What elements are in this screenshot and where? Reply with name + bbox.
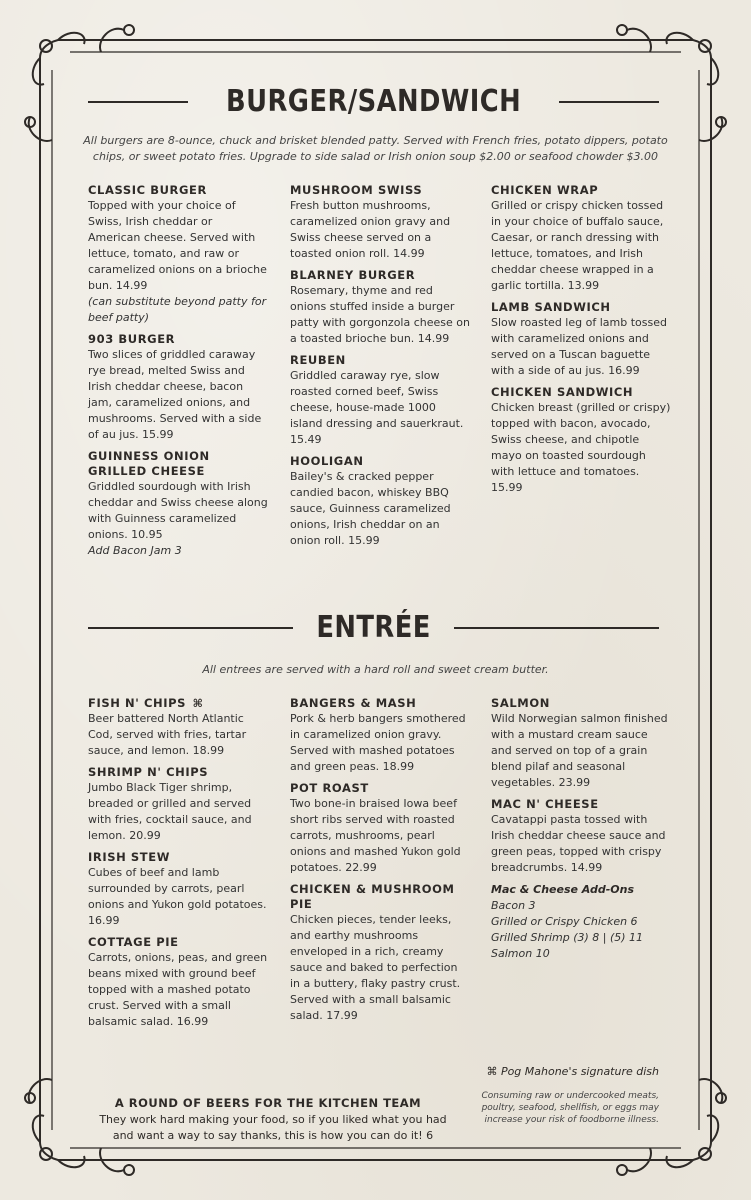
item-name: CHICKEN WRAP [491,183,599,197]
burger-intro: All burgers are 8-ounce, chuck and brisket blended patty. Served with French fries, potato dippers, potato chips, or sweet potato fries. Upgrade to side salad or Irish onion soup $2.00 or seafood chowder $3.00 [83,134,668,163]
entree-intro: All entrees are served with a hard roll and sweet cream butter. [202,663,549,676]
menu-item-pot-roast [290,781,470,876]
item-desc: Wild Norwegian salmon finished with a mustard cream sauce and served on top of a grain blend pilaf and seasonal vegetables. 23.99 [491,712,668,789]
item-desc: Cavatappi pasta tossed with Irish cheddar cheese sauce and green peas, topped with crispy breadcrumbs. 14.99 [491,813,666,874]
item-desc: Cubes of beef and lamb surrounded by carrots, pearl onions and Yukon gold potatoes. 16.99 [88,866,267,927]
item-name: IRISH STEW [88,850,170,864]
burger-column-2 [290,183,470,555]
mac-cheese-addons [491,882,671,962]
menu-item-903-burger [88,332,268,443]
addons-title: Mac & Cheese Add-Ons [491,883,635,896]
item-name: POT ROAST [290,781,369,795]
item-name: BLARNEY BURGER [290,268,416,282]
addon-item: Salmon 10 [491,947,550,960]
item-name: REUBEN [290,353,346,367]
burger-section-title: BURGER/SANDWICH [225,84,522,119]
entree-section-title: ENTRÉE [316,610,431,645]
kitchen-team-title: A ROUND OF BEERS FOR THE KITCHEN TEAM [114,1096,422,1110]
menu-item-chicken-mushroom-pie [290,882,470,1024]
item-name: SHRIMP N' CHIPS [88,765,209,779]
item-desc: Jumbo Black Tiger shrimp, breaded or grilled and served with fries, cocktail sauce, and lemon. 20.99 [88,781,252,842]
addon-item: Grilled or Crispy Chicken 6 [491,915,638,928]
item-name: BANGERS & MASH [290,696,417,710]
item-desc: Chicken breast (grilled or crispy) topped with bacon, avocado, Swiss cheese, and chipotle mayo on toasted sourdough with lettuce and tomatoes. 15.99 [491,401,671,494]
heading-rule-left [88,101,188,103]
item-desc: Fresh button mushrooms, caramelized onion gravy and Swiss cheese served on a toasted onion roll. 14.99 [290,199,451,260]
heading-rule-right [454,627,659,629]
consumer-advisory: Consuming raw or undercooked meats, poultry, seafood, shellfish, or eggs may increase your risk of foodborne illness. [481,1091,659,1125]
signature-legend [486,1065,659,1078]
item-name: GUINNESS ONION GRILLED CHEESE [88,449,210,478]
item-name: 903 BURGER [88,332,176,346]
item-desc: Beer battered North Atlantic Cod, served with fries, tartar sauce, and lemon. 18.99 [88,712,247,757]
item-desc: Two bone-in braised Iowa beef short ribs served with roasted carrots, mushrooms, pearl onions and mashed Yukon gold potatoes. 22.99 [290,797,461,874]
item-name-text: FISH N' CHIPS [88,696,187,710]
item-desc: Grilled or crispy chicken tossed in your choice of buffalo sauce, Caesar, or ranch dressing with lettuce, tomatoes, and Irish cheddar cheese wrapped in a garlic tortilla. 13.99 [491,199,664,292]
kitchen-team-text: They work hard making your food, so if you liked what you had and want a way to say thanks, this is how you can do it! 6 [99,1113,447,1142]
item-name: MAC N' CHEESE [491,797,599,811]
addon-item: Bacon 3 [491,899,536,912]
item-desc: Pork & herb bangers smothered in caramelized onion gravy. Served with mashed potatoes and green peas. 18.99 [290,712,466,773]
item-desc: Slow roasted leg of lamb tossed with caramelized onions and served on a Tuscan baguette with a side of au jus. 16.99 [491,316,667,377]
menu-item-lamb-sandwich [491,300,671,379]
menu-item-shrimp-n-chips [88,765,268,844]
menu-item-irish-stew [88,850,268,929]
item-desc: Two slices of griddled caraway rye bread, melted Swiss and Irish cheddar cheese, bacon jam, caramelized onions, and mushrooms. Served with a side of au jus. 15.99 [88,348,262,441]
legend-text: Pog Mahone's signature dish [500,1065,659,1078]
item-desc: Chicken pieces, tender leeks, and earthy mushrooms enveloped in a rich, creamy sauce and baked to perfection in a buttery, flaky pastry crust. Served with a small balsamic salad. 17.99 [290,913,461,1022]
signature-dish-icon: ⌘ [192,697,204,710]
item-note: Add Bacon Jam 3 [88,544,182,557]
entree-column-3 [491,696,671,968]
signature-dish-icon: ⌘ [486,1065,498,1078]
entree-heading-row [88,610,659,645]
burger-heading-row [88,84,659,119]
entree-column-1 [88,696,268,1036]
item-desc: Carrots, onions, peas, and green beans mixed with ground beef topped with a mashed potato crust. Served with a small balsamic salad. 16.99 [88,951,268,1028]
menu-item-mac-n-cheese [491,797,671,876]
menu-item-salmon [491,696,671,791]
item-desc: Griddled sourdough with Irish cheddar and Swiss cheese along with Guinness caramelized onions. 10.95 [88,480,268,541]
item-name: LAMB SANDWICH [491,300,611,314]
item-name: SALMON [491,696,550,710]
item-name: COTTAGE PIE [88,935,179,949]
burger-column-1 [88,183,268,565]
item-desc: Topped with your choice of Swiss, Irish cheddar or American cheese. Served with lettuce, tomato, and raw or caramelized onions on a brioche bun. 14.99 [88,199,267,292]
item-name: CHICKEN SANDWICH [491,385,634,399]
menu-item-guinness-grilled-cheese [88,449,268,559]
item-name: MUSHROOM SWISS [290,183,423,197]
menu-item-fish-n-chips [88,696,268,759]
item-name: CLASSIC BURGER [88,183,207,197]
menu-item-mushroom-swiss [290,183,470,262]
burger-column-3 [491,183,671,502]
menu-item-cottage-pie [88,935,268,1030]
addon-item: Grilled Shrimp (3) 8 | (5) 11 [491,931,644,944]
item-desc: Griddled caraway rye, slow roasted corned beef, Swiss cheese, house-made 1000 island dressing and sauerkraut. 15.49 [290,369,464,446]
menu-item-chicken-sandwich [491,385,671,496]
entree-column-2 [290,696,470,1030]
heading-rule-left [88,627,293,629]
menu-item-blarney-burger [290,268,470,347]
item-note: (can substitute beyond patty for beef patty) [88,295,267,324]
item-name: HOOLIGAN [290,454,364,468]
heading-rule-right [559,101,659,103]
item-desc: Bailey's & cracked pepper candied bacon, whiskey BBQ sauce, Guinness caramelized onions, Irish cheddar on an onion roll. 15.99 [290,470,451,547]
menu-item-reuben [290,353,470,448]
item-desc: Rosemary, thyme and red onions stuffed inside a burger patty with gorgonzola cheese on a toasted brioche bun. 14.99 [290,284,470,345]
menu-item-hooligan [290,454,470,549]
menu-item-classic-burger [88,183,268,326]
item-name: CHICKEN & MUSHROOM PIE [290,882,455,911]
menu-item-chicken-wrap [491,183,671,294]
menu-item-bangers-mash [290,696,470,775]
item-name [88,696,268,711]
